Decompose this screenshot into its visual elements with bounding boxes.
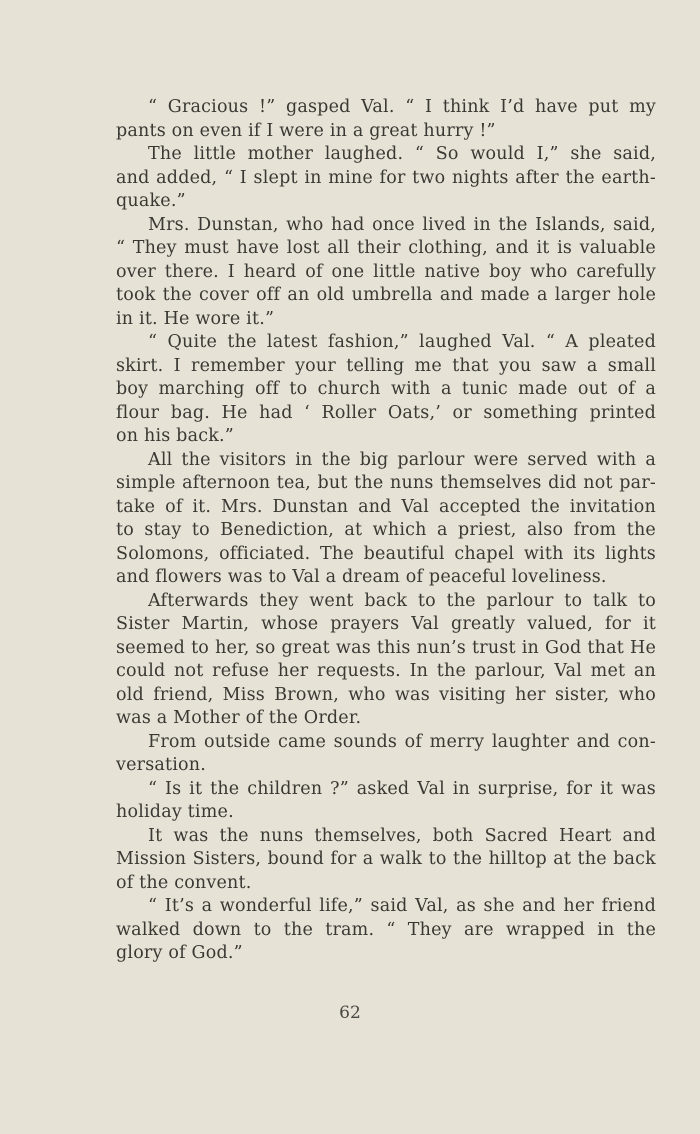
text-line: pants on even if I were in a great hurry !” <box>116 120 496 141</box>
text-line: of the convent. <box>116 872 252 893</box>
text-line: seemed to her, so great was this nun’s trust in God that He <box>116 637 656 658</box>
text-line: take of it. Mrs. Dunstan and Val accepted the invitation <box>116 496 656 517</box>
text-line: simple afternoon tea, but the nuns themselves did not par- <box>116 473 656 493</box>
text-line: quake.” <box>116 191 186 211</box>
text-line: in it. He wore it.” <box>116 308 275 329</box>
text-line: Solomons, officiated. The beautiful chapel with its lights <box>116 543 656 564</box>
text-line: could not refuse her requests. In the parlour, Val met an <box>116 661 656 681</box>
text-line: old friend, Miss Brown, who was visiting her sister, who <box>116 684 656 705</box>
text-line: “ It’s a wonderful life,” said Val, as she and her friend <box>148 896 656 916</box>
text-line: over there. I heard of one little native boy who carefully <box>116 261 656 282</box>
text-line: glory of God.” <box>116 943 243 963</box>
text-line: Mrs. Dunstan, who had once lived in the Islands, said, <box>148 214 656 235</box>
text-line: boy marching off to church with a tunic made out of a <box>116 379 656 399</box>
text-line: skirt. I remember your telling me that you saw a small <box>116 355 656 376</box>
text-line: took the cover off an old umbrella and made a larger hole <box>116 285 656 305</box>
page-number: 62 <box>339 1003 361 1023</box>
text-line: Mission Sisters, bound for a walk to the hilltop at the back <box>116 849 656 869</box>
text-line: holiday time. <box>116 802 234 822</box>
text-line: From outside came sounds of merry laughter and con- <box>148 731 656 752</box>
body-text <box>116 96 656 966</box>
text-line: versation. <box>116 755 207 775</box>
text-line: walked down to the tram. “ They are wrapped in the <box>116 919 656 940</box>
text-line: flour bag. He had ‘ Roller Oats,’ or something printed <box>116 402 656 423</box>
text-line: Afterwards they went back to the parlour to talk to <box>148 590 656 611</box>
text-line: was a Mother of the Order. <box>116 708 362 728</box>
text-line: “ They must have lost all their clothing, and it is valuable <box>116 238 656 258</box>
text-line: to stay to Benediction, at which a priest, also from the <box>116 520 656 540</box>
text-line: It was the nuns themselves, both Sacred Heart and <box>148 825 656 846</box>
text-line: Sister Martin, whose prayers Val greatly valued, for it <box>116 614 656 634</box>
text-line: The little mother laughed. “ So would I,” she said, <box>148 144 656 164</box>
text-line: on his back.” <box>116 426 234 446</box>
text-line: “ Is it the children ?” asked Val in surprise, for it was <box>148 778 656 799</box>
text-line: and flowers was to Val a dream of peaceful loveliness. <box>116 567 607 587</box>
text-line: “ Quite the latest fashion,” laughed Val. “ A pleated <box>148 332 656 352</box>
text-line: and added, “ I slept in mine for two nights after the earth- <box>116 167 656 188</box>
text-line: “ Gracious !” gasped Val. “ I think I’d have put my <box>148 97 656 117</box>
text-line: All the visitors in the big parlour were served with a <box>148 449 656 470</box>
